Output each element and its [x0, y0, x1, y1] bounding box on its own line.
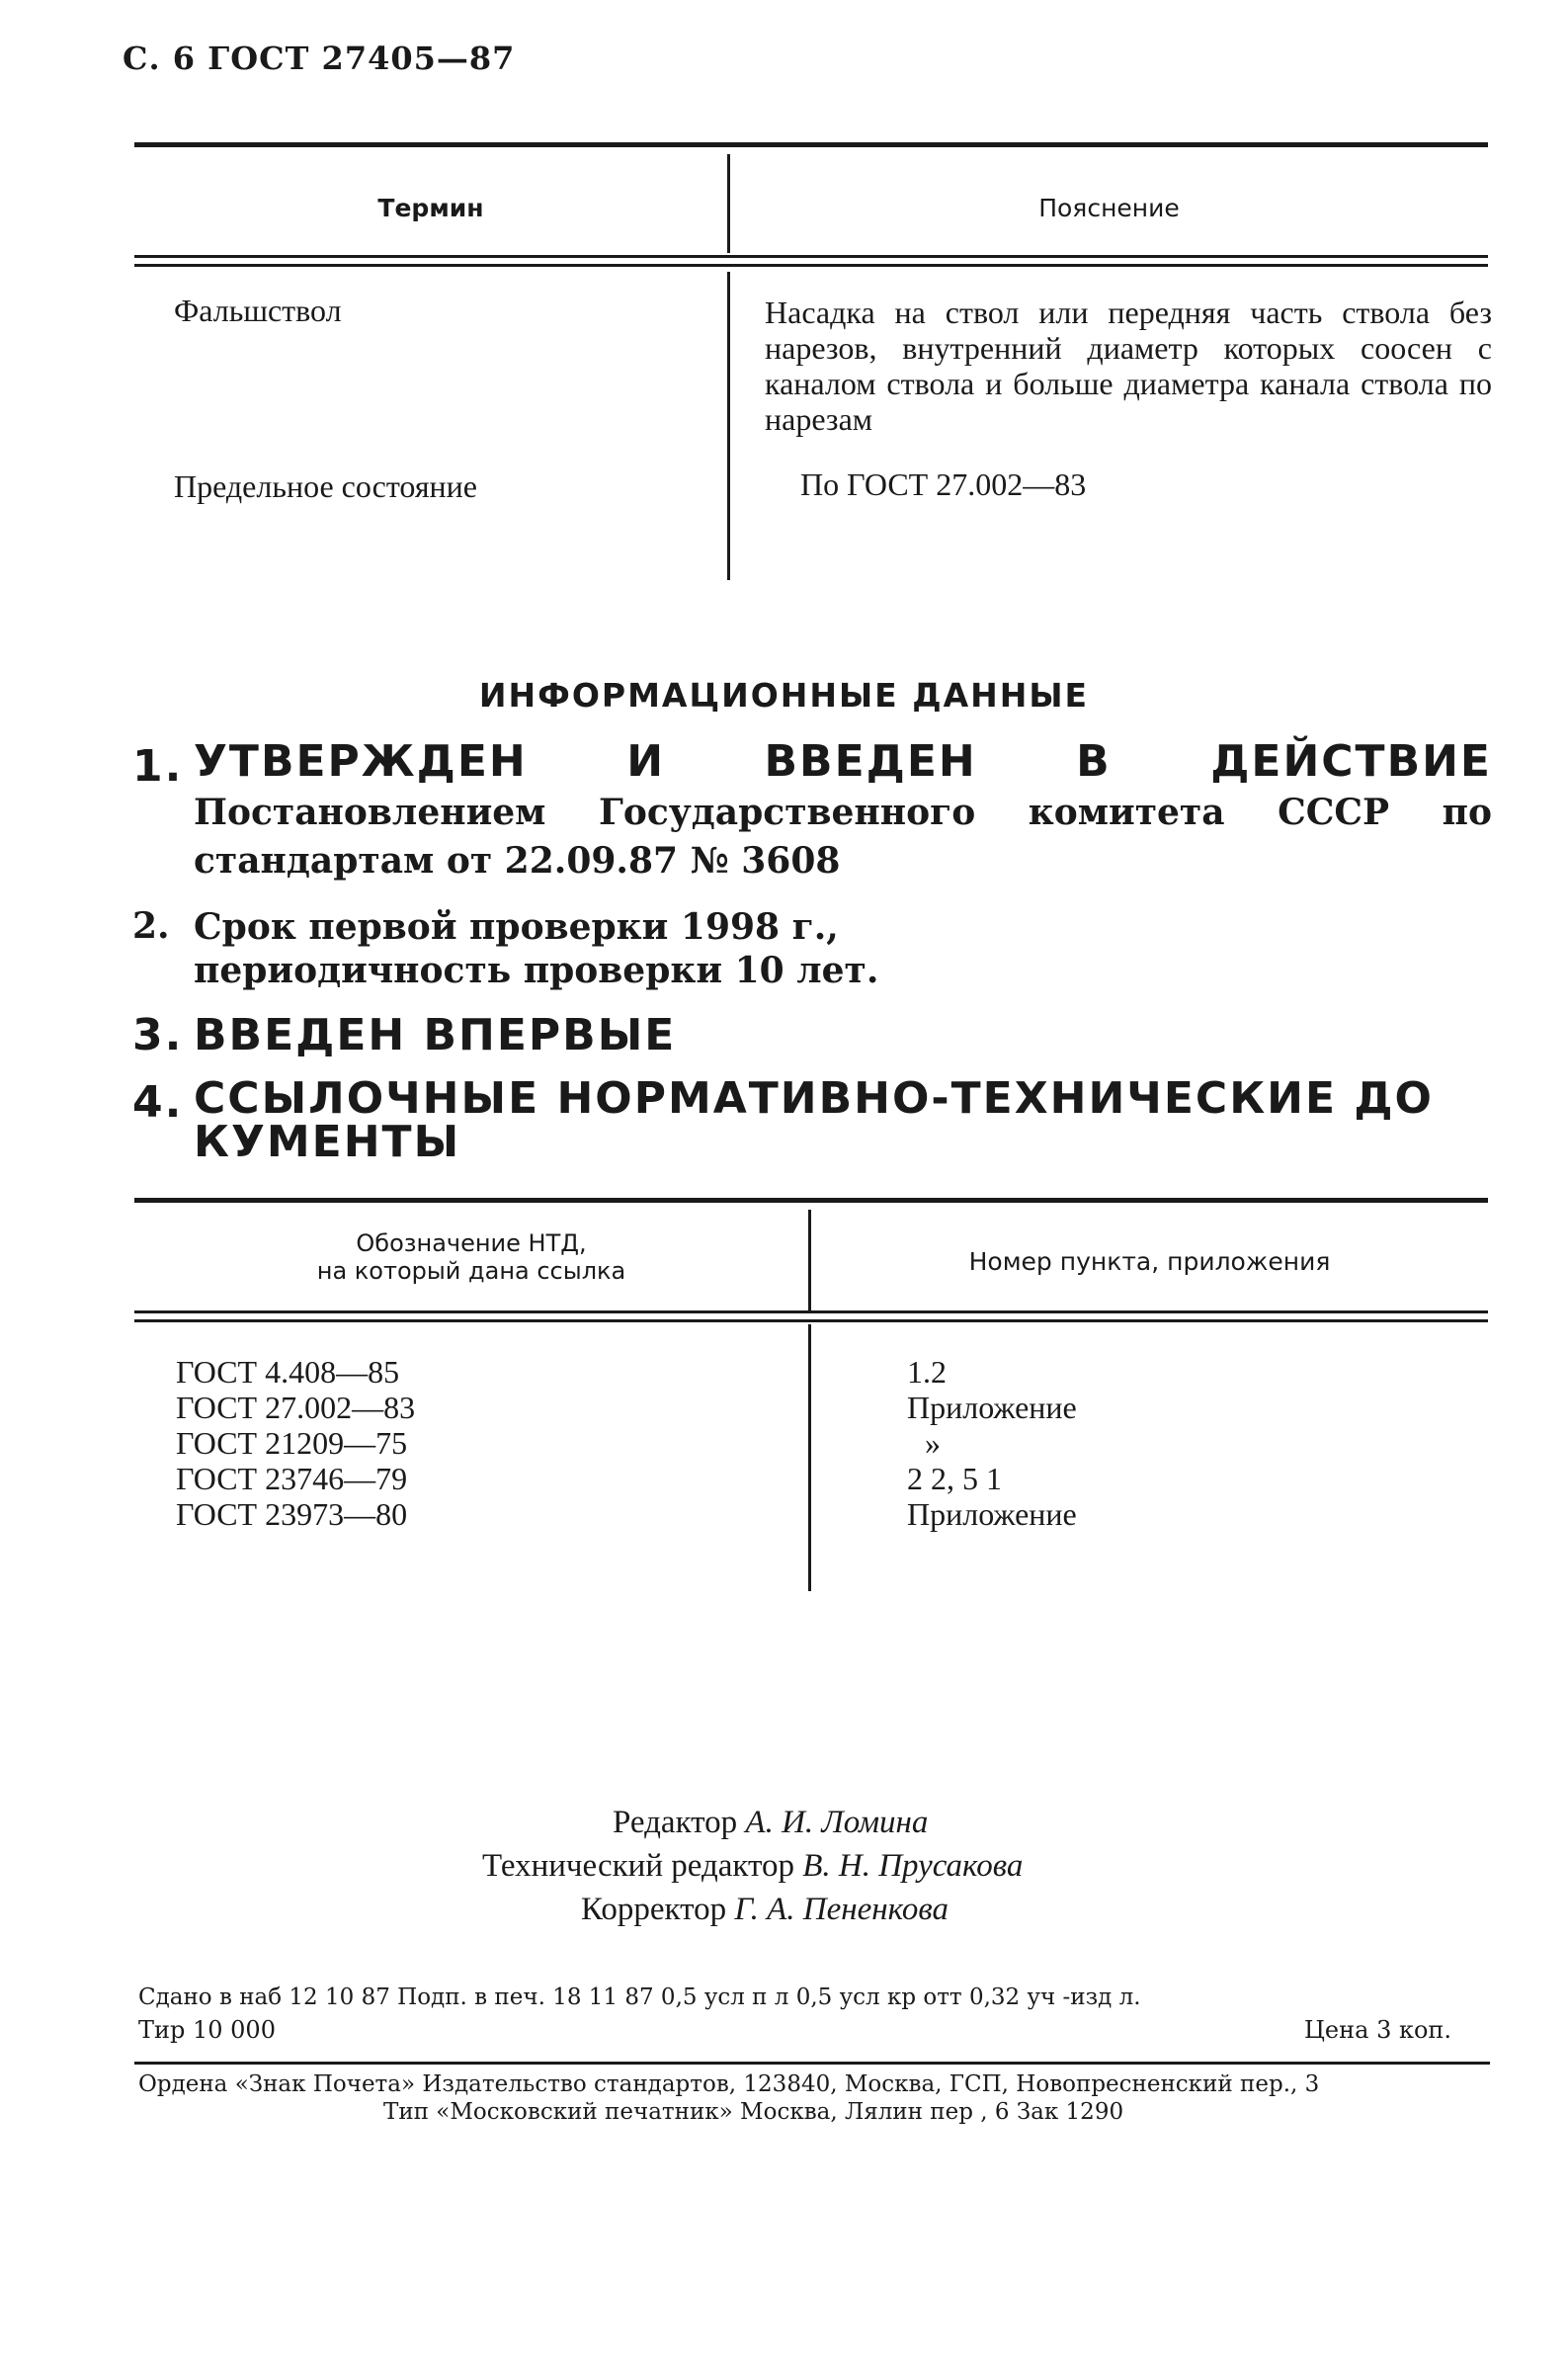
info-item-4 [132, 1073, 1492, 1167]
credit-name: В. Н. Прусакова [802, 1848, 1024, 1884]
info-item-1 [132, 736, 1492, 888]
imprint-rule [134, 2062, 1490, 2065]
item-text: Постановлением Государственного комитета СССР по стандартам от 22.09.87 № 3608 [194, 792, 1492, 882]
credit-label: Корректор [581, 1892, 727, 1927]
item-text: периодичность проверки 10 лет. [194, 950, 879, 991]
table1-term: Предельное состояние [174, 468, 477, 504]
imprint-price: Цена 3 коп. [1304, 2016, 1452, 2044]
table2-header-rule [134, 1319, 1488, 1322]
table1-header-term: Термин [377, 194, 484, 222]
table1-header-rule [134, 255, 1488, 258]
table2-header-line: Обозначение НТД, [356, 1229, 587, 1257]
table1-header-rule [134, 264, 1488, 267]
item-number: 3. [132, 1010, 184, 1060]
item-number: 2. [132, 905, 170, 947]
imprint-line: Ордена «Знак Почета» Издательство стандартов, 123840, Москва, ГСП, Новопресненский пер., 3 [138, 2071, 1320, 2097]
imprint-line: Тип «Московский печатник» Москва, Лялин пер , 6 Зак 1290 [383, 2099, 1124, 2125]
table2-header-rule [134, 1310, 1488, 1313]
item-text: Срок первой проверки 1998 г., [194, 906, 839, 948]
table2-ref-column [907, 1354, 1077, 1532]
table1-header-explanation: Пояснение [1038, 194, 1180, 222]
credit-label: Технический редактор [482, 1848, 794, 1884]
table1-explanation: Насадка на ствол или передняя часть ствола без нарезов, внутренний диаметр которых соосен с каналом ствола и больше диаметра канала ствола по нарезам [765, 295, 1492, 437]
table2-ref: Приложение [907, 1496, 1077, 1532]
table2-top-rule [134, 1198, 1488, 1203]
imprint-line: Сдано в наб 12 10 87 Подп. в печ. 18 11 87 0,5 усл п л 0,5 усл кр отт 0,32 уч -изд л. [138, 1984, 1141, 2010]
table2-ref: 1.2 [907, 1354, 947, 1390]
item-lead: УТВЕРЖДЕН И ВВЕДЕН В ДЕЙСТВИЕ [194, 736, 1492, 787]
item-text: ВВЕДЕН ВПЕРВЫЕ [194, 1010, 677, 1060]
info-item-2 [132, 905, 1492, 992]
table2-ref: 2 2, 5 1 [907, 1461, 1002, 1496]
table2-header-ref: Номер пункта, приложения [968, 1247, 1331, 1276]
table1-explanation: По ГОСТ 27.002—83 [800, 466, 1087, 502]
info-title: ИНФОРМАЦИОННЫЕ ДАННЫЕ [478, 676, 1090, 715]
credit-label: Редактор [613, 1805, 738, 1840]
table1-body-divider [727, 272, 730, 580]
credit-name: Г. А. Пененкова [734, 1892, 949, 1927]
table2-body-divider [808, 1324, 811, 1591]
table2-doc: ГОСТ 23746—79 [176, 1461, 408, 1496]
table2-ref: Приложение [907, 1390, 1077, 1425]
table2-header-line: на который дана ссылка [316, 1257, 626, 1285]
item-number: 1. [132, 741, 184, 792]
table2-doc: ГОСТ 27.002—83 [176, 1390, 416, 1425]
table2-ref: » [925, 1425, 941, 1461]
table2-doc: ГОСТ 4.408—85 [176, 1354, 400, 1390]
imprint-print-run: Тир 10 000 [138, 2016, 276, 2044]
table2-header-doc [134, 1229, 808, 1285]
table1-top-rule [134, 142, 1488, 147]
credit-name: А. И. Ломина [745, 1805, 929, 1840]
info-item-3 [132, 1010, 1492, 1060]
table1-term: Фальшствол [174, 293, 342, 328]
credit-corrector [581, 1892, 949, 1928]
item-text: ССЫЛОЧНЫЕ НОРМАТИВНО-ТЕХНИЧЕСКИЕ ДОКУМЕНТЫ [194, 1073, 1434, 1167]
table2-doc-column [176, 1354, 415, 1532]
table2-doc: ГОСТ 21209—75 [176, 1425, 408, 1461]
item-number: 4. [132, 1077, 184, 1128]
table2-doc: ГОСТ 23973—80 [176, 1496, 408, 1532]
page-header: С. 6 ГОСТ 27405—87 [123, 40, 516, 77]
credit-editor [613, 1805, 928, 1841]
credit-tech-editor [482, 1848, 1023, 1885]
